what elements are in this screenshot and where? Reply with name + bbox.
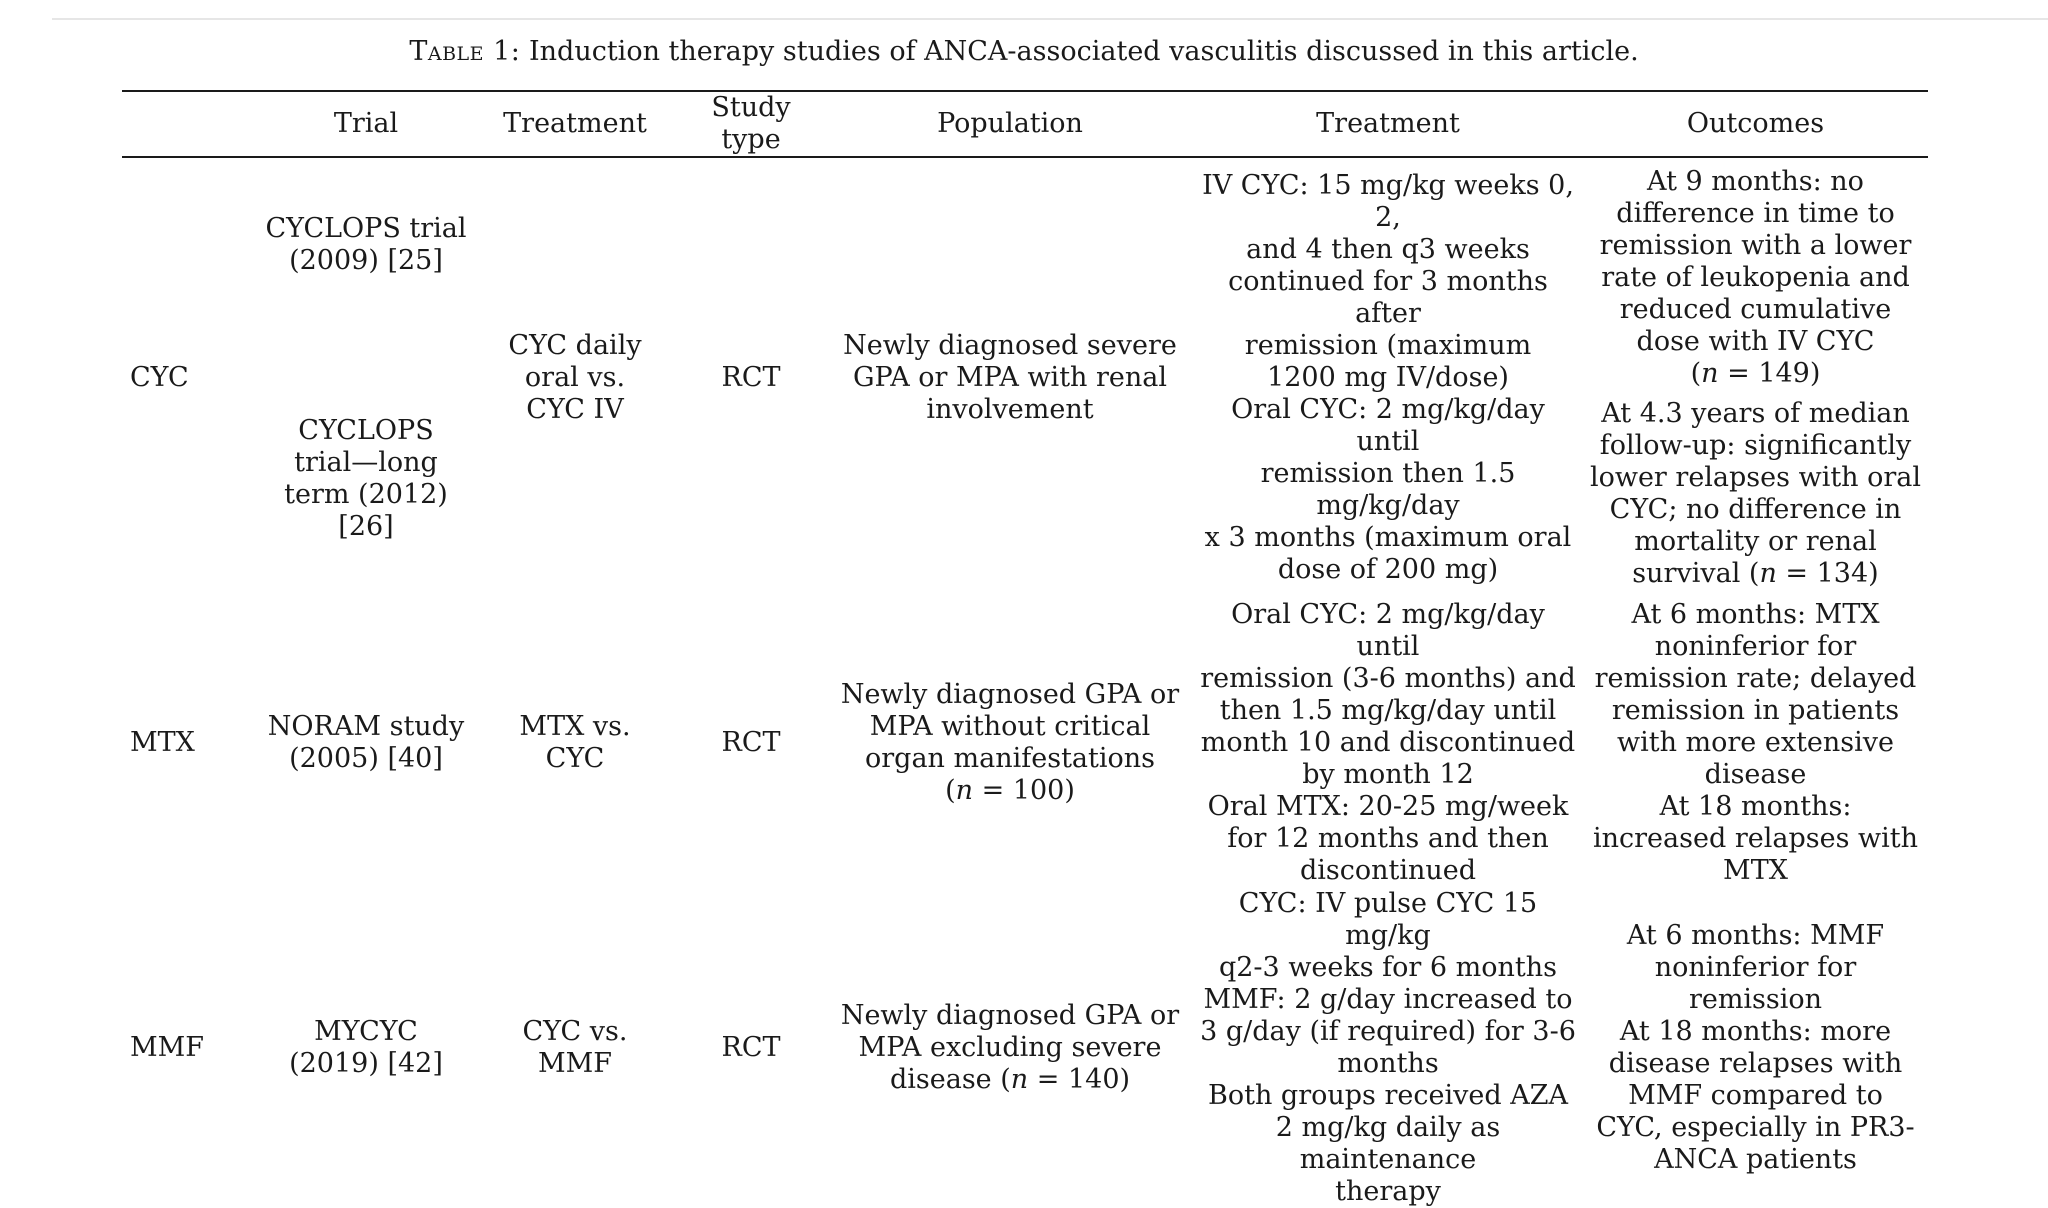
text-line: MPA excluding severe [858,1032,1162,1063]
header-outcomes: Outcomes [1583,91,1928,157]
text-line: increased relapses with [1593,823,1918,854]
population-cell [827,598,1193,888]
header-drug [122,91,257,157]
text-line: MTX [1723,855,1788,886]
table-row [122,888,1928,1208]
text-line: dose of 200 mg) [1277,554,1499,585]
text-line: with more extensive [1616,727,1895,758]
text-line: noninferior for [1654,631,1857,662]
caption-label: Table 1: [409,36,521,67]
text-line: and 4 then q3 weeks [1246,234,1530,265]
outcome-cell [1583,888,1928,1208]
text-line: remission (maximum [1244,330,1532,361]
trial-cell [257,598,475,888]
header-treatment-regimen: Treatment [1193,91,1583,157]
text-line: Oral CYC: 2 mg/kg/day until [1231,394,1545,457]
text-line: At 6 months: MMF [1626,920,1885,951]
text-line: NORAM study [267,711,465,742]
regimen-paragraph [1197,791,1579,887]
outcome-cell [1583,157,1928,598]
text-line: CYC IV [526,394,624,425]
text-line: GPA or MPA with renal [852,362,1168,393]
text-line: month 10 and discontinued [1200,727,1576,758]
text-line: remission [1688,984,1823,1015]
population-cell [827,888,1193,1208]
text-line: 3 g/day (if required) for 3-6 [1200,1016,1576,1047]
text-line: reduced cumulative [1619,294,1892,325]
text-line: lower relapses with oral [1589,462,1922,493]
table-caption [0,34,2048,70]
text-line: mortality or renal [1634,526,1877,557]
text-line: MYCYC [314,1016,418,1047]
drug-cell: MMF [130,1032,205,1063]
text-line: remission in patients [1611,695,1900,726]
text-line: trial—long [294,447,438,478]
population-cell [827,157,1193,598]
text-line: (2009) [25] [289,245,443,276]
regimen-paragraph [1197,170,1579,394]
trial-cell [257,157,475,598]
text-line: CYC: IV pulse CYC 15 mg/kg [1238,888,1538,951]
text-line: follow-up: significantly [1599,430,1912,461]
table-row [122,157,1928,598]
table-header-row [122,91,1928,157]
text-line: Both groups received AZA [1208,1080,1568,1111]
study-type-cell: RCT [721,1032,781,1063]
text-line: remission rate; delayed [1594,663,1917,694]
text-line: (n = 149) [1690,358,1821,389]
regimen-cell [1193,598,1583,888]
text-line: Newly diagnosed severe [843,330,1177,361]
text-line: disease (n = 140) [889,1064,1131,1095]
study-type-cell: RCT [721,362,781,393]
drug-cell: CYC [130,362,189,393]
text-line: organ manifestations [865,743,1155,774]
regimen-paragraph [1197,984,1579,1080]
text-line: CYC; no difference in [1609,494,1902,525]
text-line: remission (3-6 months) and [1200,663,1576,694]
text-line: months [1337,1048,1439,1079]
top-divider [52,18,2048,20]
outcome-paragraph [1587,1016,1924,1176]
trial-name [261,213,471,277]
text-line: q2-3 weeks for 6 months [1218,952,1558,983]
text-line: difference in time to [1616,198,1895,229]
text-line: MMF [537,1048,613,1079]
text-line: At 18 months: [1659,791,1852,822]
text-line: IV CYC: 15 mg/kg weeks 0, 2, [1202,170,1574,233]
text-line: x 3 months (maximum oral [1204,522,1572,553]
text-line: At 4.3 years of median [1601,398,1910,429]
text-line: CYC, especially in PR3- [1596,1112,1915,1143]
outcome-paragraph [1587,599,1924,791]
header-population: Population [827,91,1193,157]
drug-cell: MTX [130,727,195,758]
text-line: survival (n = 134) [1632,558,1879,589]
text-line: (n = 100) [945,775,1075,806]
header-treatment: Treatment [475,91,675,157]
regimen-cell [1193,157,1583,598]
header-study-type: Study type [675,91,827,157]
text-line: continued for 3 months after [1228,266,1548,329]
text-line: dose with IV CYC [1636,326,1875,357]
regimen-paragraph [1197,888,1579,984]
text-line: discontinued [1299,855,1477,886]
text-line: CYCLOPS trial [265,213,467,244]
text-line: then 1.5 mg/kg/day until [1219,695,1557,726]
treatment-cell [475,157,675,598]
text-line: Oral CYC: 2 mg/kg/day until [1231,599,1545,662]
text-line: therapy [1335,1176,1441,1207]
text-line: term (2012) [284,479,448,510]
regimen-cell [1193,888,1583,1208]
text-line: MTX vs. [519,711,631,742]
regimen-paragraph [1197,394,1579,586]
header-trial: Trial [257,91,475,157]
treatment-cell [475,888,675,1208]
text-line: MPA without critical [869,711,1151,742]
outcome-paragraph [1587,791,1924,887]
text-line: CYC vs. [522,1016,628,1047]
text-line: CYCLOPS [298,415,434,446]
treatment-cell [475,598,675,888]
outcome-paragraph [1587,398,1924,590]
text-line: oral vs. [524,362,626,393]
outcome-cell [1583,598,1928,888]
caption-text: Induction therapy studies of ANCA-associated vasculitis discussed in this article. [528,36,1639,67]
text-line: remission then 1.5 mg/kg/day [1260,458,1516,521]
induction-therapy-table [122,90,1928,1208]
text-line: remission with a lower [1599,230,1912,261]
text-line: 2 mg/kg daily as maintenance [1275,1112,1501,1175]
text-line: [26] [338,511,394,542]
text-line: rate of leukopenia and [1601,262,1910,293]
regimen-paragraph [1197,1080,1579,1208]
text-line: for 12 months and then [1227,823,1549,854]
trial-name [261,415,471,543]
text-line: MMF compared to [1628,1080,1883,1111]
text-line: Newly diagnosed GPA or [840,679,1180,710]
text-line: At 18 months: more [1619,1016,1892,1047]
text-line: Newly diagnosed GPA or [840,1000,1180,1031]
text-line: MMF: 2 g/day increased to [1203,984,1573,1015]
table-row [122,598,1928,888]
text-line: Oral MTX: 20-25 mg/week [1207,791,1569,822]
outcome-paragraph [1587,166,1924,390]
text-line: CYC daily [508,330,642,361]
text-line: ANCA patients [1654,1144,1857,1175]
text-line: disease [1704,759,1807,790]
trial-cell [257,888,475,1208]
text-line: 1200 mg IV/dose) [1267,362,1509,393]
text-line: CYC [545,743,605,774]
text-line: involvement [926,394,1094,425]
text-line: by month 12 [1302,759,1474,790]
outcome-paragraph [1587,920,1924,1016]
text-line: (2019) [42] [289,1048,443,1079]
text-line: At 6 months: MTX [1631,599,1880,630]
regimen-paragraph [1197,599,1579,791]
text-line: noninferior for [1654,952,1857,983]
text-line: At 9 months: no [1647,166,1864,197]
text-line: disease relapses with [1608,1048,1903,1079]
text-line: (2005) [40] [289,743,443,774]
study-type-cell: RCT [721,727,781,758]
